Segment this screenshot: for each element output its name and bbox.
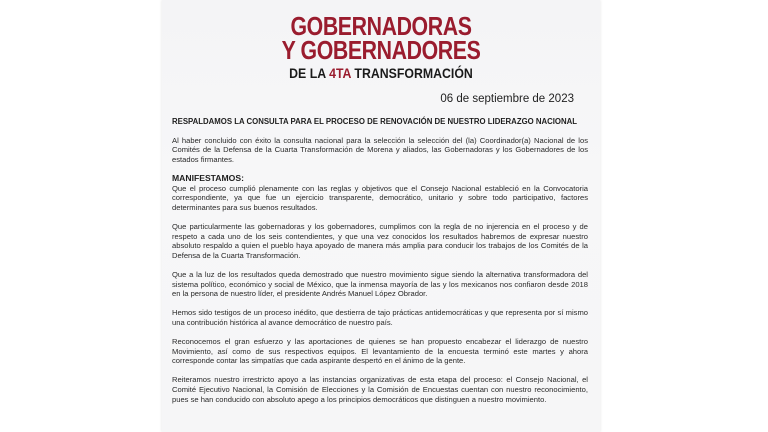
manifest-label: MANIFESTAMOS: <box>172 172 244 183</box>
document-body <box>172 117 588 414</box>
document-date: 06 de septiembre de 2023 <box>440 93 574 105</box>
document-page <box>162 0 600 432</box>
subtitle <box>188 64 573 82</box>
paragraph-1: Que el proceso cumplió plenamente con las reglas y objetivos que el Consejo Nacional estableció en la Convocatoria correspondiente, ya que fue un ejercicio transparente, democrático, unitario y sobre todo participativo, factores determinantes para sus buenos resultados. <box>172 183 588 212</box>
paragraph-3: Que a la luz de los resultados queda demostrado que nuestro movimiento sigue siendo la alternativa transformadora del sistema político, económico y social de México, que la inmensa mayoría de las y los mexicanos nos confiaron desde 2018 en la persona de nuestro líder, el presidente Andrés Manuel López Obrador. <box>172 269 588 299</box>
document-heading: RESPALDAMOS LA CONSULTA PARA EL PROCESO DE RENOVACIÓN DE NUESTRO LIDERAZGO NACIONAL <box>172 117 578 126</box>
subtitle-suffix: TRANSFORMACIÓN <box>350 65 473 81</box>
document-header <box>162 11 600 82</box>
subtitle-prefix: DE LA <box>289 65 330 81</box>
paragraph-2: Que particularmente las gobernadoras y los gobernadores, cumplimos con la regla de no injerencia en el proceso y de respeto a cada uno de los seis contendientes, y que una vez conocidos los resultados habremos de expresar nuestro absoluto respaldo a quien el pueblo haya apoyado de manera más amplia para conducir los trabajos de los Comités de la Defensa de la Cuarta Transformación. <box>172 221 588 260</box>
title-line-1: GOBERNADORAS <box>290 11 472 41</box>
title-line-2: Y GOBERNADORES <box>281 35 481 65</box>
paragraph-6: Reiteramos nuestro irrestricto apoyo a las instancias organizativas de esta etapa del proceso: el Consejo Nacional, el Comité Ejecutivo Nacional, la Comisión de Elecciones y la Comisión de Encuestas cuentan con nuestro reconocimiento, pues se han conducido con absoluto apego a los principios democráticos que distinguen a nuestro movimiento. <box>172 375 588 404</box>
paragraph-5: Reconocemos el gran esfuerzo y las aportaciones de quienes se han propuesto encabezar el liderazgo de nuestro Movimiento, así como de sus respectivos equipos. El levantamiento de la encuesta terminó este martes y ahora corresponde contar las simpatías que cada aspirante despertó en el ánimo de la gente. <box>172 337 588 366</box>
paragraph-4: Hemos sido testigos de un proceso inédito, que destierra de tajo prácticas antidemocráticas y que representa por sí mismo una contribución histórica al avance democrático de nuestro país. <box>172 308 588 327</box>
subtitle-accent: 4TA <box>329 65 351 81</box>
intro-paragraph: Al haber concluido con éxito la consulta nacional para la selección la selección del (la) Coordinador(a) Nacional de los Comités de la Defensa de la Cuarta Transformación de Morena y aliados, las Gobernadoras y los Gobernadores de los estados firmantes. <box>172 135 588 164</box>
manifest-block <box>172 174 588 212</box>
